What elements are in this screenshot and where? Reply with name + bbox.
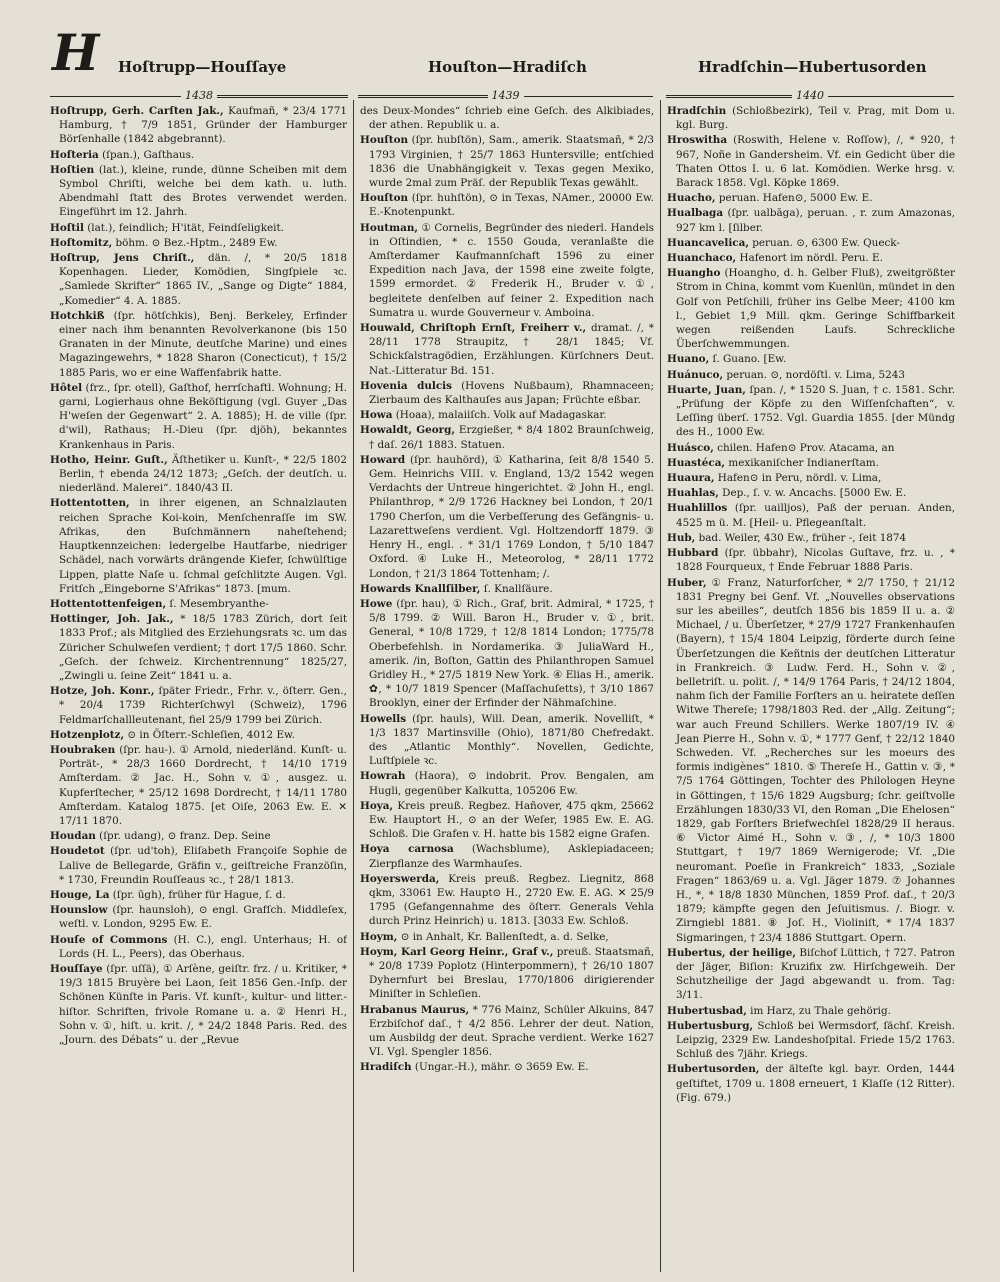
entry-headword: Huano, [667,353,710,366]
entry-text: (ſpr. ualbāga), peruan. , r. zum Amazonas, 927 km l. [ſilber. [676,207,955,234]
entry-text: (ſpr. ud'toh), Eliſabeth Françoiſe Sophie de Lalive de Bellegarde, Gräfin v., geiſtreiche Franzöſin, * 1730, Freundin Rouſſeaus ꝛc., † 28/1 1813. [59,845,347,886]
entry-headword: Hubertusorden, [667,1063,760,1076]
dictionary-entry [50,844,347,887]
entry-headword: Howe [360,597,393,610]
entry-headword: Howa [360,409,393,422]
page-number: 1440 [796,89,824,102]
entry-headword: Huacho, [667,192,716,205]
dictionary-entry [360,712,654,769]
dictionary-entry [50,381,347,452]
entry-text: (lat.), feindlich; H'ität, Feindſeligkeit. [83,221,284,234]
entry-headword: Huangho [667,267,721,280]
entry-headword: Hotzenplotz, [50,728,125,741]
entry-text: in ihrer eigenen, an Schnalzlauten reichen Sprache Koi-koin, Menſchenraſſe im SW. Afrikas, den Buſchmännern naheſtehend; Hauptkennzeichen: ledergelbe Hautfarbe, niedriger Schädel, nach vorwärts drängende Kiefer, ſchwülſtige Lippen, platte Naſe u. ſchmal geſchlitzte Augen. Vgl. Fritſch „Eingeborne S'Afrikas“ 1873. [mum. [59,497,347,595]
entry-headword: Howrah [360,770,406,783]
entry-text: böhm. ⊙ Bez.-Hptm., 2489 Ew. [112,236,278,249]
dictionary-entry [360,930,654,944]
dictionary-entry [667,383,955,440]
entry-text: ⊙ in Anhalt, Kr. Ballenſtedt, a. d. Selke, [397,930,609,943]
entry-text: * 776 Mainz, Schüler Alkuins, 847 Erzbiſchof daſ., † 4/2 856. Lehrer der deut. Nation, um Ausbildg der deut. Sprache verdient. Werke 1627 VI. Vgl. Spengler 1856. [369,1003,654,1059]
dictionary-entry [360,423,654,451]
entry-text: der älteſte kgl. bayr. Orden, 1444 geſtiftet, 1709 u. 1808 erneuert, 1 Klaſſe (12 Ritter). (Fig. 679.) [676,1063,955,1104]
entry-text: (Wachsblume), Asklepiadaceen; Zierpflanze des Warmhauſes. [369,843,654,870]
dictionary-entry [50,148,347,162]
entry-headword: Houſe of Commons [50,933,168,946]
entry-headword: Hub, [667,531,696,544]
entry-text: Schloß bei Wermsdorf, ſächſ. Kreish. Leipzig, 2329 Ew. Landeshoſpital. Friede 15/2 1763. Schluß des 7jähr. Kriegs. [676,1019,955,1061]
section-letter: H [52,23,100,82]
entry-text: (ſpr. hau-). ① Arnold, niederländ. Kunſt- u. Porträt-, * 28/3 1660 Dordrecht, † 14/10 1719 Amſterdam. ② Jac. H., Sohn v. ①, ausgez. u. Kupferſtecher, * 25/12 1698 Dordrecht, † 14/11 1780 Amſterdam. Katalog 1875. [et Oiſe, 2063 Ew. E. ✕ 17/11 1870. [59,743,347,827]
entry-headword: Hôtel [50,381,83,394]
dictionary-entry [667,251,955,265]
entry-headword: Houſton [360,192,409,205]
entry-text: Erzgießer, * 8/4 1802 Braunſchweig, † daſ. 26/1 1883. Statuen. [369,424,654,451]
entry-headword: Hualbaga [667,207,724,220]
entry-text: ſ. Mesembryanthe- [166,597,269,610]
dictionary-entry [360,453,654,581]
page-number-left [50,90,348,102]
dictionary-entry [360,872,654,929]
dictionary-entry [667,576,955,945]
text-column-1 [50,104,347,1272]
entry-headword: Houdan [50,830,96,843]
entry-text: (ſpr. hau), ① Rich., Graf, brit. Admiral, * 1725, † 5/8 1799. ② Will. Baron H., Bruder v. ①, brit. General, * 10/8 1729, † 12/8 1814 London; 1775/78 Oberbefehlsh. in Nordamerika. ③ JuliaWard H., amerik. /in, Boſton, Gattin des Philanthropen Samuel Gridley H., * 27/5 1819 New York. ④ Elias H., amerik. ✿, * 10/7 1819 Spencer (Maſſachuſetts), † 3/10 1867 Brooklyn, einer der Erfinder der Nähmaſchine. [369,597,654,710]
entry-text: (ſpr. ūgh), früher für Hague, ſ. d. [109,888,286,901]
dictionary-entry [50,251,347,308]
entry-text: ① Franz, Naturforſcher, * 2/7 1750, † 21/12 1831 Pregny bei Genf. Vf. „Nouvelles observations sur les abeilles“, deutſch 1856 bis 1859 II u. a. ② Michael, / u. Überſetzer, * 27/9 1727 Frankenhauſen (Bayern), † 15/4 1804 Leipzig, förderte durch ſeine Überſetzungen die Keñtnis der deutſchen Litteratur in Frankreich. ③ Ludw. Ferd. H., Sohn v. ②, belletriſt. u. polit. /, * 14/9 1764 Paris, † 24/12 1804, nahm ſich der Familie Forſters an u. heiratete deſſen Witwe Thereſe; 1798/1803 Red. der „Allg. Zeitung“; war auch Freund Schillers. Werke 1807/19 IV. ④ Jean Pierre H., Sohn v. ①, * 1777 Genf, † 22/12 1840 Schweden. Vf. „Recherches sur les moeurs des formis indigènes“ 1810. ⑤ Thereſe H., Gattin v. ③, * 7/5 1764 Göttingen, Tochter des Philologen Heyne in Göttingen, † 15/6 1829 Augsburg; ſchr. geiſtvolle Erzählungen 1830/33 VI, den Roman „Die Ehelosen“ 1829, gab Forſters Briefwechſel 1828/29 II heraus. ⑥ Victor Aimé H., Sohn v. ③, /, * 10/3 1800 Stuttgart, † 19/7 1869 Wernigerode; Vf. „Die neuromant. Poeſie in Frankreich“ 1833, „Soziale Fragen“ 1863/69 u. a. Vgl. Jäger 1879. ⑦ Johannes H., *, * 18/8 1830 München, 1859 Prof. daſ., † 20/3 1879; kämpfte gegen den Jeſuitismus. /. Biogr. v. Zirngiebl 1881. ⑧ Joſ. H., Violiniſt, * 17/4 1837 Sigmaringen, † 23/4 1886 Stuttgart. Opern. [676,576,955,944]
dictionary-entry [667,133,955,190]
entry-text: (H. C.), engl. Unterhaus; H. of Lords (H. L., Peers), das Oberhaus. [59,933,347,960]
column-divider [660,100,661,1272]
dictionary-entry [360,769,654,797]
entry-headword: Houſſaye [50,962,103,975]
entry-text: des Deux-Mondes“ ſchrieb eine Geſch. des Alkibiades, der athen. Republik u. a. [360,105,654,132]
dictionary-entry [667,1019,955,1062]
entry-headword: Hoym, [360,930,398,943]
entry-text: (lat.), kleine, runde, dünne Scheiben mit dem Symbol Chriſti, welche bei dem kath. u. luth. Abendmahl ſtatt des Brotes verwendet werden. Eingeführt im 12. Jahrh. [59,163,347,219]
dictionary-entry [667,486,955,500]
entry-headword: Hoſtomitz, [50,236,113,249]
dictionary-entry [667,191,955,205]
dictionary-entry [667,1004,955,1018]
entry-headword: Huancavelica, [667,236,749,249]
entry-headword: Hoſteria [50,148,99,161]
dictionary-entry [667,456,955,470]
dictionary-entry [667,352,955,366]
entry-text: ſ. Knallſäure. [480,582,553,595]
entry-headword: Hovenia dulcis [360,379,452,392]
dictionary-entry [50,221,347,235]
entry-headword: Huásco, [667,441,714,454]
page-number-right [666,90,954,102]
dictionary-entry [50,309,347,380]
entry-text: dän. /, * 20/5 1818 Kopenhagen. Lieder, Komödien, Singſpiele ꝛc. „Samlede Skrifter“ 1865 IV., „Sange og Digte“ 1884, „Komedier“ 4. A. 1885. [59,252,347,307]
entry-text: Kaufmañ, * 23/4 1771 Hamburg, † 7/9 1851, Gründer der Hamburger Börſenhalle (1842 abgebrannt). [59,105,347,146]
entry-headword: Hottentotten, [50,497,130,510]
running-head-left: Hoſtrupp—Houſſaye [118,58,287,76]
dictionary-entry [50,612,347,683]
entry-text: (ſpr. uailljos), Paß der peruan. Anden, 4525 m ü. M. [Heil- u. Pflegeanſtalt. [676,502,955,529]
entry-headword: Hotze, Joh. Konr., [50,685,155,698]
entry-text: (ſpr. hubſtön), Sam., amerik. Staatsmañ, * 2/3 1793 Virginien, † 25/7 1863 Huntersville; entſchied 1836 die Unabhängigkeit v. Texas gegen Mexiko, wurde 2mal zum Präſ. der Republik Texas gewählt. [369,134,654,190]
entry-text: (ſpr. übbahr), Nicolas Guſtave, frz. u. , * 1828 Fourqueux, † Ende Februar 1888 Paris. [676,547,955,574]
entry-text: (ſpr. udang), ⊙ franz. Dep. Seine [95,830,271,843]
dictionary-entry [667,206,955,234]
entry-text: (Hoangho, d. h. Gelber Fluß), zweitgrößter Strom in China, kommt vom Kuenlün, mündet in den Golf von Petſchili, früher ins Gelbe Meer; 4100 km l., Gebiet 1,9 Mill. qkm. Geringe Schiffbarkeit wegen reißenden Laufs. Schreckliche Überſchwemmungen. [676,267,955,351]
dictionary-entry [360,191,654,219]
dictionary-entry [360,799,654,842]
text-column-2 [360,104,654,1272]
dictionary-entry [50,829,347,843]
dictionary-entry [667,546,955,574]
entry-headword: Hrabanus Maurus, [360,1003,470,1016]
entry-headword: Hubertusbad, [667,1004,747,1017]
entry-text: Hafen⊙ in Peru, nördl. v. Lima, [714,472,882,485]
entry-headword: Houdetot [50,845,105,858]
dictionary-entry [360,379,654,407]
dictionary-entry [50,496,347,595]
entry-headword: Hotho, Heinr. Guſt., [50,453,168,466]
dictionary-entry [50,163,347,220]
dictionary-entry [667,104,955,132]
entry-headword: Hoſtrup, Jens Chriſt., [50,252,195,265]
dictionary-entry [360,133,654,190]
entry-headword: Hubertus, der heilige, [667,946,796,959]
entry-text: peruan. Hafen⊙, 5000 Ew. E. [715,192,873,205]
entry-text: ſpan. /, * 1520 S. Juan, † c. 1581. Schr. „Prüfung der Köpfe zu den Wiſſenſchaften“, v. Leſſing überſ. 1752. Vgl. Guardia 1855. [der Mündg des H., 1000 Ew. [676,383,955,439]
entry-headword: Houtman, [360,221,419,234]
entry-headword: Hoya, [360,799,394,812]
entry-headword: Huahlillos [667,502,728,515]
entry-text: dramat. /, * 28/11 1778 Straupitz, † 28/1 1845; Vf. Schickſalstragödien, Erzählungen. Kürſchners Deut. Nat.-Litteratur Bd. 151. [369,322,654,377]
entry-text: (Schloßbezirk), Teil v. Prag, mit Dom u. kgl. Burg. [676,105,955,132]
dictionary-entry [667,236,955,250]
entry-headword: Hoym, Karl Georg Heinr., Graf v., [360,945,554,958]
entry-headword: Howaldt, Georg, [360,424,456,437]
entry-headword: Houge, La [50,888,110,901]
dictionary-entry [667,441,955,455]
entry-text: (ſpr. hötſchkis), Benj. Berkeley, Erfinder einer nach ihm benannten Revolverkanone (bis 150 Granaten in der Minute, deutſche Marine) und eines Magazingewehrs, * 1828 Sharon (Conecticut), † 15/2 1885 Paris, wo er eine Waffenfabrik hatte. [59,309,347,379]
entry-text: Äſthetiker u. Kunſt-, * 22/5 1802 Berlin, † ebenda 24/12 1873; „Geſch. der deutſch. u. niederländ. Malerei“. 1840/43 II. [59,453,347,495]
dictionary-entry [360,408,654,422]
entry-text: (ſpr. uſſä), ① Arſène, geiſtr. frz. / u. Kritiker, * 19/3 1815 Bruyère bei Laon, ſeit 1856 Gen.-Inſp. der Schönen Künſte in Paris. Vf. kunſt-, kultur- und litter.-hiſtor. Schriften, frivole Romane u. a. ② Henri H., Sohn v. ①, hiſt. u. krit. /, * 24/2 1848 Paris. Red. des „Journ. des Débats“ u. der „Revue [59,962,347,1046]
dictionary-entry [50,933,347,961]
entry-headword: Hottinger, Joh. Jak., [50,613,174,626]
entry-text: Biſchof Lüttich, † 727. Patron der Jäger, Biſion: Kruzifix zw. Hirſchgeweih. Der Schutzheilige der Jagd abgewandt u. from. Tag: 3/11. [676,946,955,1002]
entry-text: preuß. Staatsmañ, * 20/8 1739 Poplotz (Hinterpommern), † 26/10 1807 Dyhernfurt bei Breslau, 1770/1806 dirigierender Miniſter in Schleſien. [369,945,654,1001]
dictionary-entry [50,236,347,250]
entry-headword: Hoſtil [50,221,84,234]
dictionary-entry [667,1062,955,1105]
entry-text: ſpäter Friedr., Frhr. v., öſterr. Gen., * 20/4 1739 Richterſchwyl (Schweiz), 1796 Feldmarſchallleutenant, fiel 25/9 1799 bei Zürich. [59,685,347,726]
entry-text: ① Cornelis, Begründer des niederl. Handels in Oſtindien, * c. 1550 Gouda, veranlaßte die Amſterdamer Kaufmannſchaft 1596 zu einer Expedition nach Java, der 1598 eine zweite folgte, 1599 ermordet. ② Frederik H., Bruder v. ①, begleitete denſelben auf ſeiner 2. Expedition nach Sumatra u. wurde Gouverneur v. Amboina. [369,221,654,319]
entry-text: (ſpr. haunsloh), ⊙ engl. Grafſch. Middleſex, weſtl. v. London, 9295 Ew. E. [59,904,347,931]
entry-text: * 18/5 1783 Zürich, dort ſeit 1833 Prof.; als Mitglied des Erziehungsrats ꝛc. um das Züricher Schulweſen verdient; † dort 17/5 1860. Schr. „Geſch. der ſchweiz. Kirchentrennung“ 1825/27, „Zwingli u. ſeine Zeit“ 1841 u. a. [59,613,347,682]
text-column-3 [667,104,955,1272]
dictionary-entry [667,368,955,382]
entry-headword: Huaura, [667,472,715,485]
entry-headword: Hroswitha [667,134,728,147]
entry-text: im Harz, zu Thale gehörig. [746,1004,891,1017]
dictionary-entry [360,104,654,132]
entry-headword: Huánuco, [667,368,724,381]
entry-headword: Hradſchin [667,105,727,117]
dictionary-entry [50,888,347,902]
dictionary-entry [50,962,347,1047]
dictionary-entry [50,743,347,828]
entry-headword: Hoſtien [50,163,95,176]
page-number: 1439 [491,89,520,102]
dictionary-entry [667,471,955,485]
entry-text: ⊙ in Öſterr.-Schleſien, 4012 Ew. [124,728,296,741]
dictionary-entry [50,903,347,931]
dictionary-entry [667,531,955,545]
entry-text: (Haora), ⊙ indobrit. Prov. Bengalen, am Hugli, gegenüber Kalkutta, 105206 Ew. [369,770,654,797]
entry-text: mexikaniſcher Indianerſtam. [725,456,879,469]
dictionary-entry [667,266,955,351]
entry-text: Kreis preuß. Regbez. Hañover, 475 qkm, 25662 Ew. Hauptort H., ⊙ an der Weſer, 1985 Ew. E. AG. Schloß. Die Grafen v. H. hatte bis 1582 eigne Grafen. [369,799,654,841]
entry-headword: Hoya carnosa [360,843,454,856]
entry-headword: Hotchkiß [50,309,105,322]
running-head-right: Hradſchin—Hubertusorden [698,58,927,76]
dictionary-entry [360,597,654,711]
entry-text: Dep., ſ. v. w. Ancachs. [5000 Ew. E. [718,487,907,500]
column-divider [353,100,354,1272]
entry-text: (Hoaa), malaiiſch. Volk auf Madagaskar. [392,409,607,422]
dictionary-entry [50,684,347,727]
dictionary-entry [360,945,654,1002]
running-head-center: Houſton—Hradiſch [428,58,587,76]
dictionary-entry [50,104,347,147]
page-number-center [358,90,653,102]
dictionary-entry [360,1003,654,1060]
dictionary-entry [667,501,955,529]
entry-headword: Huarte, Juan, [667,383,746,396]
entry-headword: Hoyerswerda, [360,872,440,885]
entry-headword: Howards Knallſilber, [360,582,481,595]
dictionary-entry [360,221,654,320]
entry-text: (ſpan.), Gaſthaus. [98,148,195,161]
entry-headword: Hoſtrupp, Gerh. Carſten Jak., [50,105,224,117]
dictionary-entry [50,453,347,496]
entry-text: peruan. ⊙, nordöſtl. v. Lima, 5243 [723,368,905,381]
entry-headword: Hubertusburg, [667,1019,754,1032]
dictionary-entry [667,946,955,1003]
entry-text: (ſpr. hauls), Will. Dean, amerik. Novelliſt, * 1/3 1837 Martinsville (Ohio), 1871/80 Chefredakt. des „Atlantic Monthly“. Novellen, Gedichte, Luſtſpiele ꝛc. [369,712,654,768]
dictionary-entry [50,728,347,742]
entry-text: Kreis preuß. Regbez. Liegnitz, 868 qkm, 33061 Ew. Haupt⊙ H., 2720 Ew. E. AG. ✕ 25/9 1795 (Gefangennahme des öſterr. Generals Vehla durch Prinz Heinrich) u. 1813. [3033 Ew. Schloß. [369,872,654,928]
entry-text: (frz., ſpr. otell), Gaſthof, herrſchaftl. Wohnung; H. garni, Logierhaus ohne Beköſtigung (vgl. Guyer „Das H'weſen der Gegenwart“ 2. A. 1885); H. de ville (ſpr. d'wil), Rathaus; H.-Dieu (ſpr. djöh), bekanntes Krankenhaus in Paris. [59,381,347,451]
dictionary-entry [50,597,347,611]
entry-text: peruan. ⊙, 6300 Ew. Queck- [748,236,900,249]
dictionary-entry [360,842,654,870]
entry-headword: Houſton [360,134,409,147]
entry-text: chilen. Hafen⊙ Prov. Atacama, an [713,441,895,454]
entry-headword: Hubbard [667,547,719,560]
entry-headword: Hottentottenfeigen, [50,597,167,610]
entry-text: ſ. Guano. [Ew. [709,353,787,366]
entry-text: bad. Weiler, 430 Ew., früher -, ſeit 1874 [695,531,907,544]
entry-headword: Huber, [667,576,707,589]
entry-headword: Hounslow [50,904,108,917]
entry-headword: Houbraken [50,743,116,756]
dictionary-entry [360,1060,654,1074]
entry-headword: Houwald, Chriſtoph Ernſt, Freiherr v., [360,322,587,335]
entry-text: (ſpr. hauhörd), ① Katharina, ſeit 8/8 1540 5. Gem. Heinrichs VIII. v. England, 13/2 1542 wegen Verdachts der Untreue hingerichtet. ② John H., engl. Philanthrop, * 2/9 1726 Hackney bei London, † 20/1 1790 Cherſon, um die Verbeſſerung des Gefängnis- u. Lazarettweſens verdient. Vgl. Holtzendorff 1879. ③ Henry H., engl. . * 31/1 1769 London, † 5/10 1847 Oxford. ④ Luke H., Meteorolog, * 28/11 1772 London, † 21/3 1864 Tottenham; /. [369,453,654,580]
entry-headword: Huanchaco, [667,252,737,265]
entry-text: (ſpr. huhſtön), ⊙ in Texas, NAmer., 20000 Ew. E.-Knotenpunkt. [369,192,654,219]
entry-headword: Howard [360,453,406,466]
entry-text: (Ungar.-H.), mähr. ⊙ 3659 Ew. E. [411,1061,589,1074]
dictionary-entry [360,582,654,596]
dictionary-entry [360,321,654,378]
entry-text: Hafenort im nördl. Peru. E. [736,252,883,265]
entry-headword: Huastéca, [667,456,726,469]
entry-headword: Hradiſch [360,1061,412,1074]
entry-headword: Howells [360,712,407,725]
entry-text: (Roswith, Helene v. Roſſow), /, * 920, † 967, Noñe in Gandersheim. Vf. ein Gedicht über die Thaten Ottos I. u. 6 lat. Komödien. Werke hrsg. v. Barack 1858. Vgl. Köpke 1869. [676,134,955,190]
entry-text: (Hovens Nußbaum), Rhamnaceen; Zierbaum des Kalthauſes aus Japan; Früchte eßbar. [369,379,654,407]
entry-headword: Huahlas, [667,487,719,500]
page-number: 1438 [185,89,213,102]
